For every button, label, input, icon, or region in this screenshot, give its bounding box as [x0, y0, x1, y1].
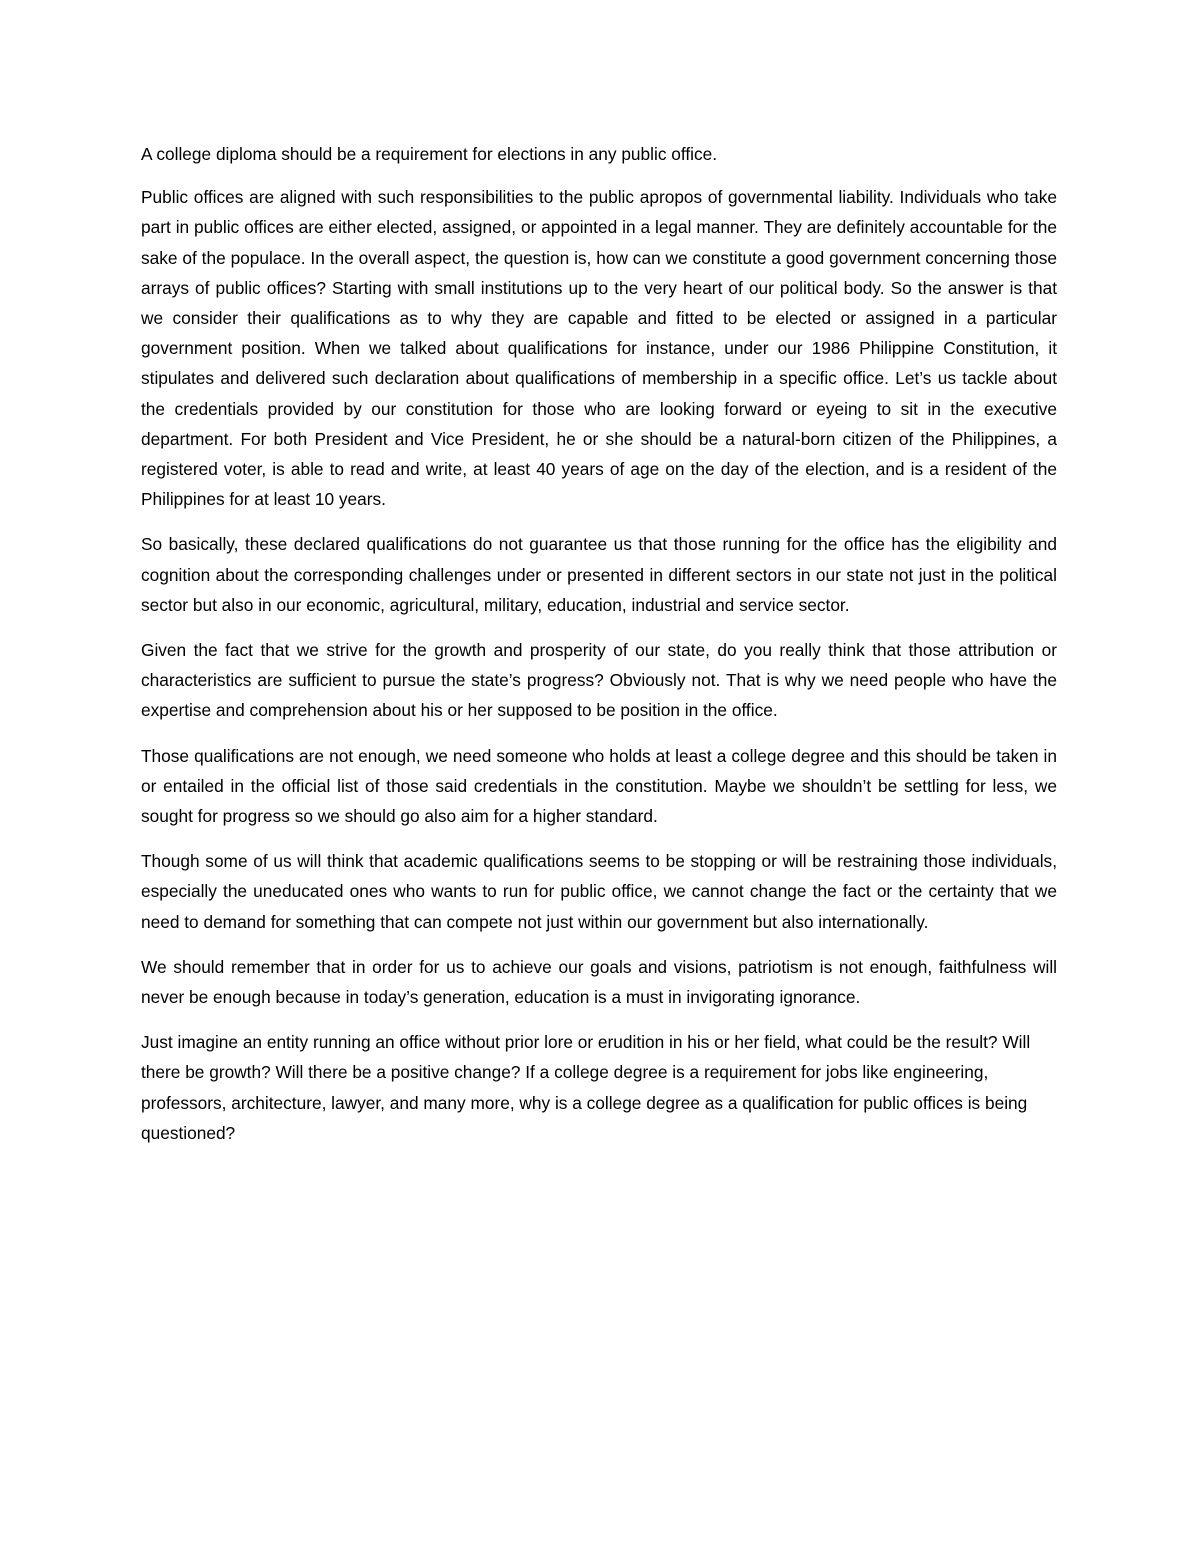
paragraph-college-degree: Those qualifications are not enough, we need someone who holds at least a college degree and this should be taken in or entailed in the official list of those said credentials in the constitution. Maybe we shouldn’t be settling for less, we sought for progress so we should go also aim for a higher standard.	[141, 745, 1057, 827]
paragraph-imagine-entity: Just imagine an entity running an office without prior lore or erudition in his or her field, what could be the result? Will there be growth? Will there be a positive change? If a college degree is a requirement for jobs like engineering, professors, architecture, lawyer, and many more, why is a college degree as a qualification for public offices is being questioned?	[141, 1032, 1031, 1143]
document-title-line: A college diploma should be a requirement for elections in any public office.	[141, 144, 718, 164]
paragraph-patriotism: We should remember that in order for us to achieve our goals and visions, patriotism is not enough, faithfulness will never be enough because in today’s generation, education is a must in invigorating ignorance.	[141, 956, 1057, 1008]
document-body	[141, 139, 1057, 1163]
paragraph-declared-qualifications: So basically, these declared qualifications do not guarantee us that those running for the office has the eligibility and cognition about the corresponding challenges under or presented in different sectors in our state not just in the political sector but also in our economic, agricultural, military, education, industrial and service sector.	[141, 534, 1057, 615]
paragraph-growth-prosperity: Given the fact that we strive for the growth and prosperity of our state, do you really think that those attribution or characteristics are sufficient to pursue the state’s progress? Obviously not. That is why we need people who have the expertise and comprehension about his or her supposed to be position in the office.	[141, 640, 1057, 721]
paragraph-academic-qualifications: Though some of us will think that academic qualifications seems to be stopping or will be restraining those individuals, especially the uneducated ones who wants to run for public office, we cannot change the fact or the certainty that we need to demand for something that can compete not just within our government but also internationally.	[141, 851, 1057, 932]
paragraph-public-offices: Public offices are aligned with such responsibilities to the public apropos of governmental liability. Individuals who take part in public offices are either elected, assigned, or appointed in a legal manner. They are definitely accountable for the sake of the populace. In the overall aspect, the question is, how can we constitute a good government concerning those arrays of public offices? Starting with small institutions up to the very heart of our political body. So the answer is that we consider their qualifications as to why they are capable and fitted to be elected or assigned in a particular government position. When we talked about qualifications for instance, under our 1986 Philippine Constitution, it stipulates and delivered such declaration about qualifications of membership in a specific office. Let’s us tackle about the credentials provided by our constitution for those who are looking forward or eyeing to sit in the executive department. For both President and Vice President, he or she should be a natural-born citizen of the Philippines, a registered voter, is able to read and write, at least 40 years of age on the day of the election, and is a resident of the Philippines for at least 10 years.	[141, 187, 1057, 510]
